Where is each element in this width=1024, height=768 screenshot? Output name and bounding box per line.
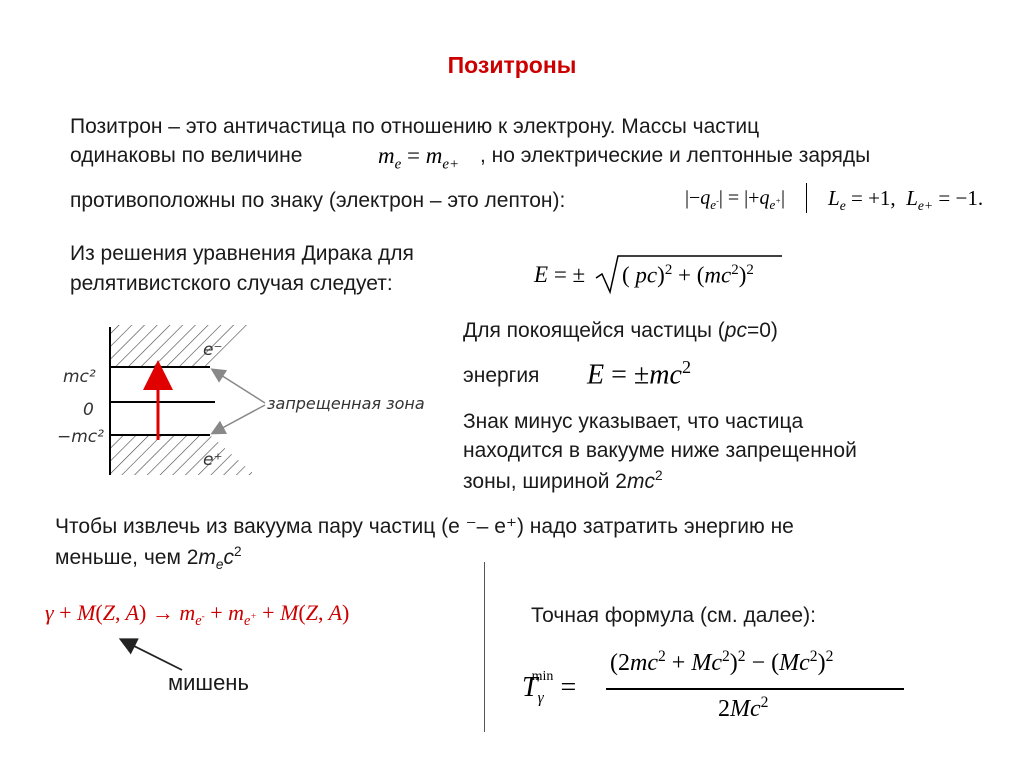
charge-equality-formula: $|-q_{e^-}| = |+q_{e^+}|$ [685, 187, 785, 212]
minus-sign-line-1: Знак минус указывает, что частица [463, 410, 804, 433]
intro-line-2b: , но электрические и лептонные заряды [480, 144, 871, 167]
intro-line-3: противоположны по знаку (электрон – это лептон): [70, 189, 566, 212]
lower-continuum-hatch [110, 435, 255, 475]
energy-level-diagram [55, 325, 435, 485]
threshold-energy-lhs: $T_\gamma^{min}$ = [522, 668, 577, 707]
intro-line-2a: одинаковы по величине [70, 144, 303, 167]
exact-formula-label: Точная формула (см. далее): [531, 604, 816, 627]
threshold-fraction-line [606, 688, 904, 690]
minus-sign-line-3: зоны, шириной $2mc^2$ [463, 468, 663, 493]
zone-pointer-top [213, 370, 265, 403]
dirac-line-2: релятивистского случая следует: [70, 272, 393, 295]
intro-line-1: Позитрон – это античастица по отношению к электрону. Массы частиц [70, 115, 760, 138]
rest-particle-line: Для покоящейся частицы (pc=0) [463, 319, 778, 342]
label-neg-mc2: −mc² [57, 427, 104, 447]
pair-reaction-formula: γ + M(Z, $A) \to m_{e^-} + m_{e^+} + M(Z$, A) [45, 600, 350, 630]
label-e-plus: e⁺ [203, 450, 223, 470]
threshold-denominator: 2Mc$^2$ [718, 694, 769, 722]
pair-line-2: меньше, чем $2m_ec^2$ [55, 544, 242, 573]
dirac-energy-radicand: ( $pc)^2 + (mc^2)^2$ [622, 262, 754, 288]
threshold-numerator: $(2mc^2 + Mc^2)^2 - (Mc^2)^2$ [610, 648, 834, 676]
lepton-number-formula: $L_e = +1$, $L_{e+} = -1$. [828, 186, 984, 214]
mass-equality-formula: $m_e = m_{e+}$ [378, 143, 460, 173]
label-forbidden-zone: запрещенная зона [267, 394, 425, 413]
rest-energy-formula: $E = \pm mc^2$ [587, 357, 692, 391]
zone-pointer-bottom [213, 405, 265, 433]
label-e-minus: e⁻ [203, 340, 223, 360]
minus-sign-line-2: находится в вакууме ниже запрещенной [463, 439, 857, 462]
energy-label: энергия [463, 364, 540, 387]
target-label: мишень [168, 670, 249, 695]
upper-continuum-hatch [110, 325, 255, 367]
dirac-energy-formula: E = ± [534, 262, 586, 287]
dirac-line-1: Из решения уравнения Дирака для [70, 242, 414, 265]
page-title: Позитроны [447, 52, 577, 78]
label-mc2: mc² [63, 367, 96, 387]
label-zero: 0 [83, 400, 94, 420]
section-divider [484, 562, 485, 732]
pair-line-1: Чтобы извлечь из вакуума пару частиц (е ⁻– е⁺) надо затратить энергию не [55, 515, 794, 538]
